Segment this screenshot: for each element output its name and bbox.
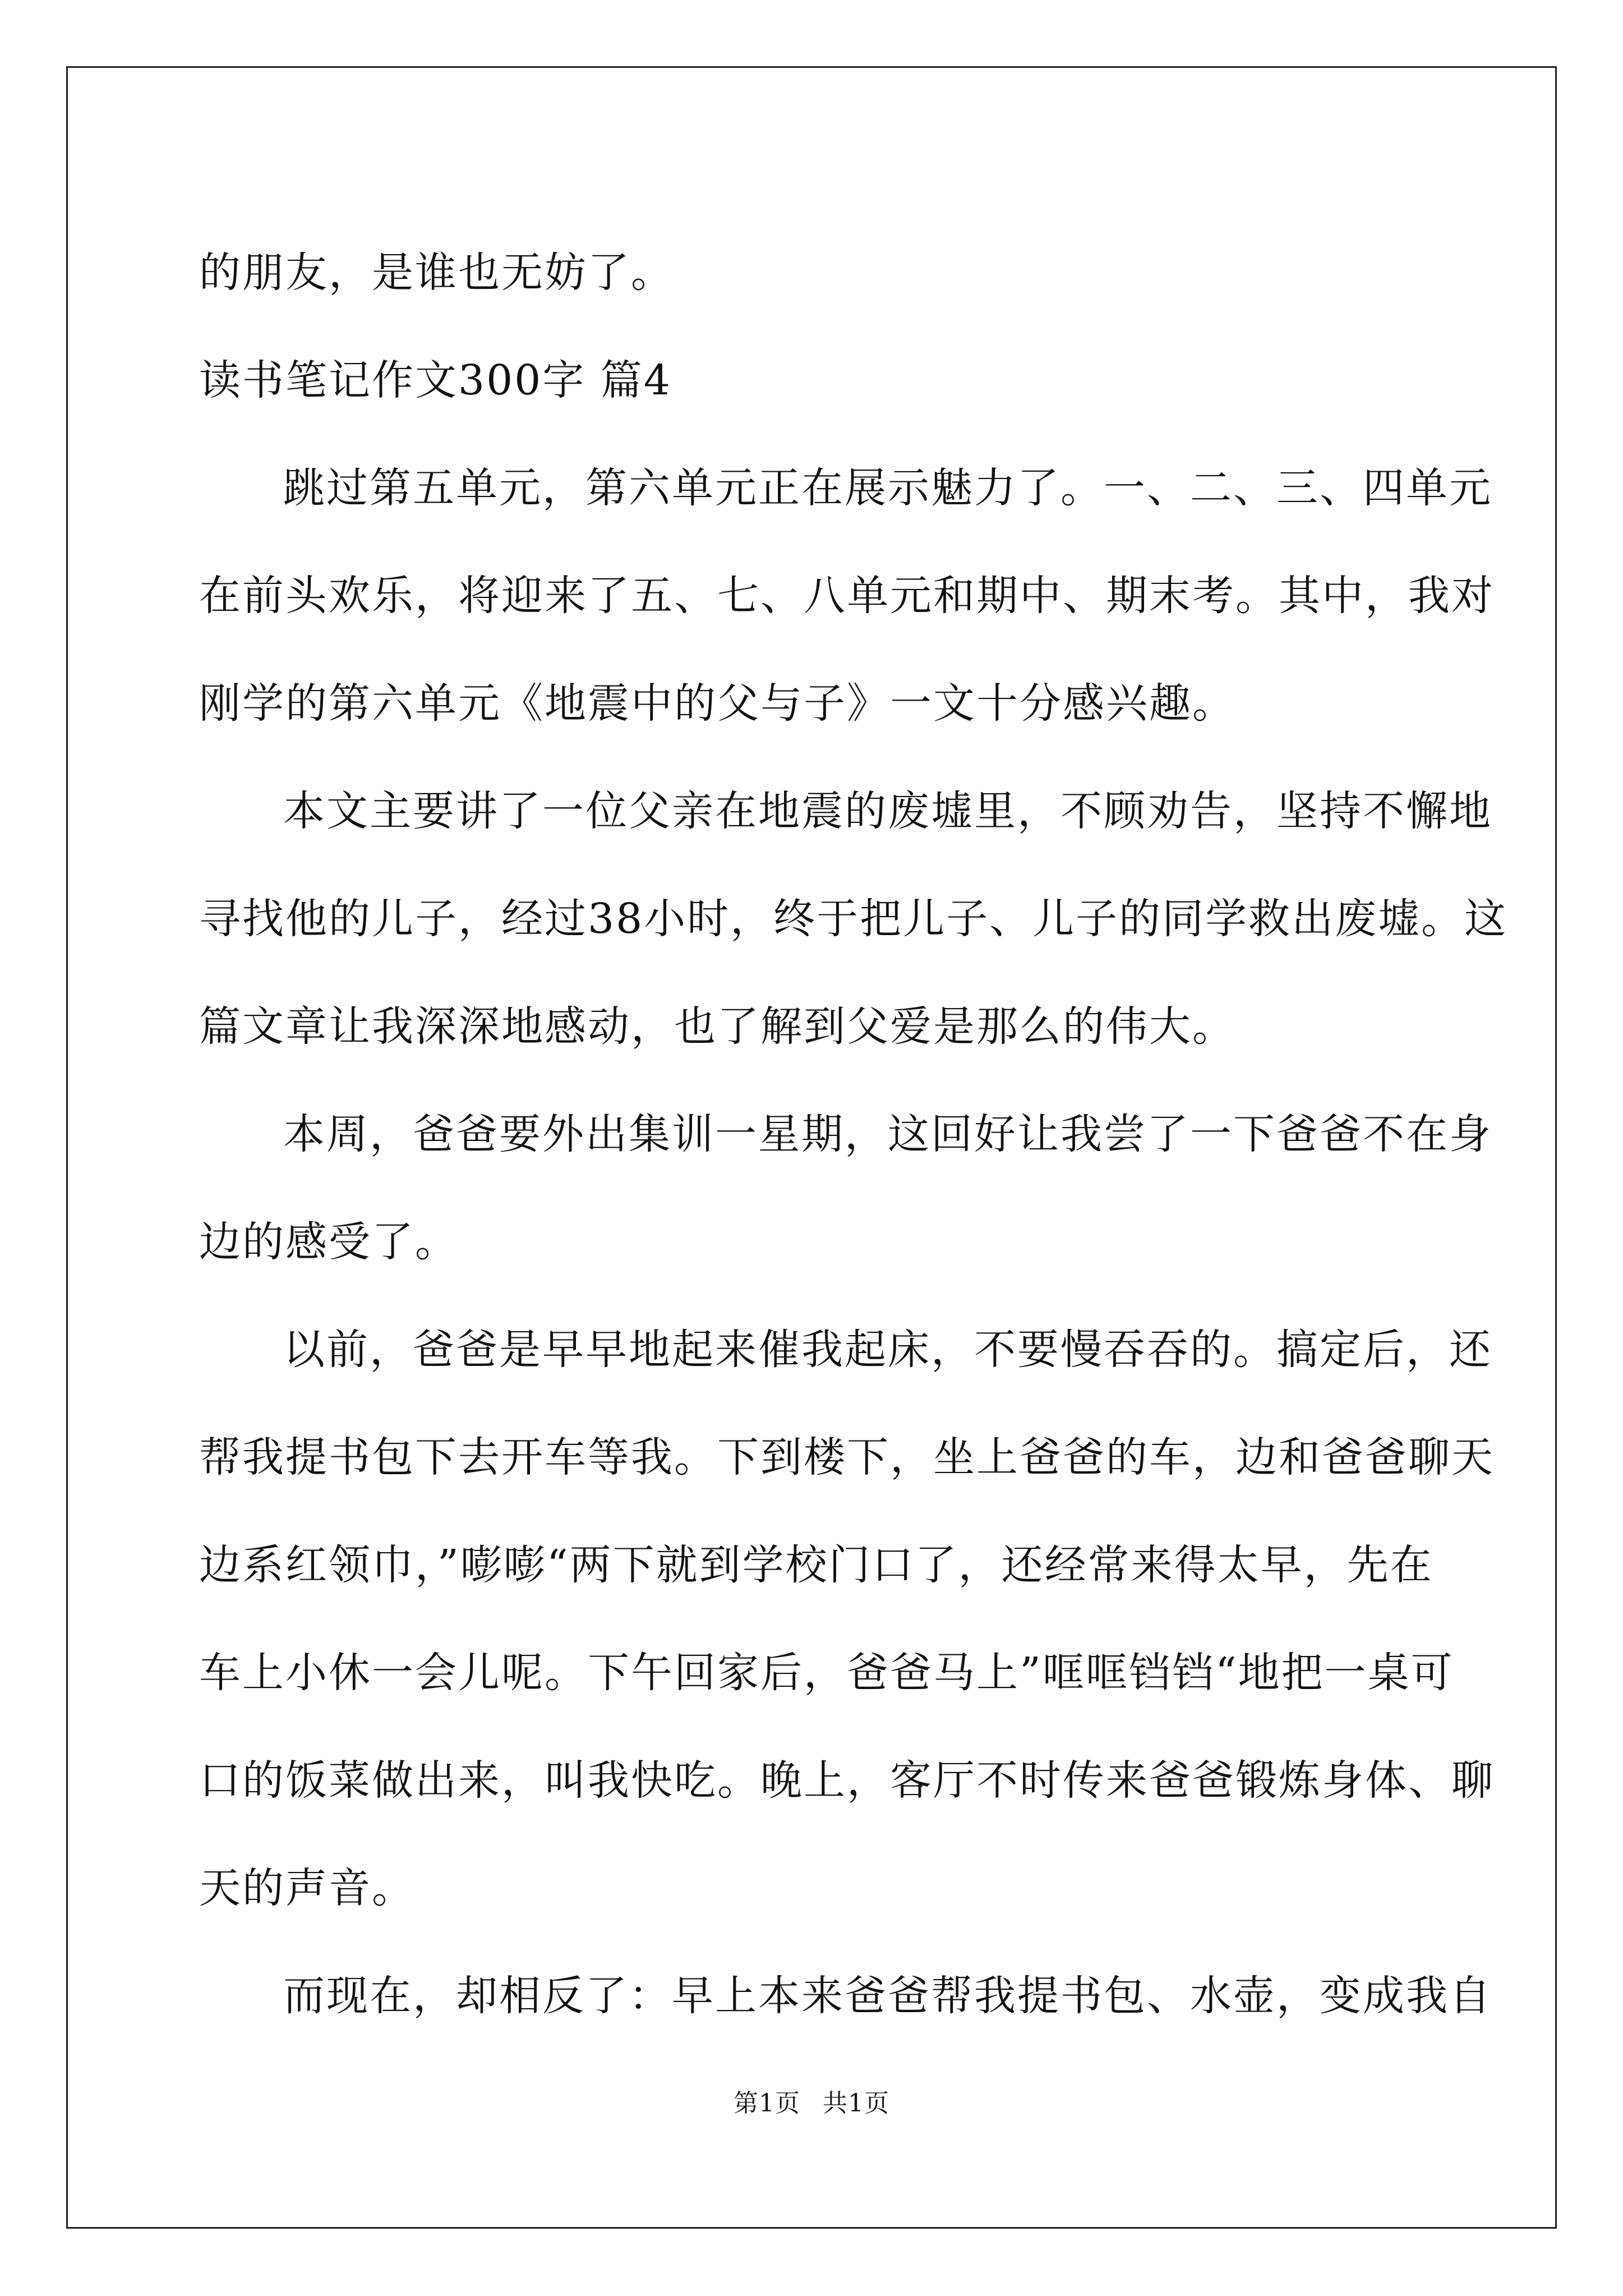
paragraph-line: 边的感受了。 bbox=[199, 1218, 458, 1266]
paragraph-line: 边系红领巾，”嘭嘭“两下就到学校门口了，还经常来得太早，先在 bbox=[199, 1541, 1433, 1589]
paragraph-line: 在前头欢乐，将迎来了五、七、八单元和期中、期末考。其中，我对 bbox=[199, 572, 1495, 620]
paragraph-line: 车上小休一会儿呢。下午回家后，爸爸马上”哐哐铛铛“地把一桌可 bbox=[199, 1649, 1454, 1697]
paragraph-line: 帮我提书包下去开车等我。下到楼下，坐上爸爸的车，边和爸爸聊天 bbox=[199, 1433, 1495, 1481]
page-number-current: 第1页 bbox=[734, 2089, 800, 2118]
paragraph-line: 跳过第五单元，第六单元正在展示魅力了。一、二、三、四单元 bbox=[283, 464, 1492, 512]
page-number-total: 共1页 bbox=[823, 2089, 889, 2118]
paragraph-line: 刚学的第六单元《地震中的父与子》一文十分感兴趣。 bbox=[199, 679, 1235, 728]
paragraph-line: 本文主要讲了一位父亲在地震的废墟里，不顾劝告，坚持不懈地 bbox=[283, 787, 1492, 835]
document-body bbox=[199, 219, 1508, 2050]
paragraph-line: 口的饭菜做出来，叫我快吃。晚上，客厅不时传来爸爸锻炼身体、聊 bbox=[199, 1756, 1495, 1805]
page-footer bbox=[0, 2087, 1623, 2120]
section-heading: 读书笔记作文300字 篇4 bbox=[199, 356, 672, 404]
paragraph-line: 而现在，却相反了：早上本来爸爸帮我提书包、水壶，变成我自 bbox=[283, 1972, 1492, 2020]
paragraph-line: 篇文章让我深深地感动，也了解到父爱是那么的伟大。 bbox=[199, 1002, 1235, 1051]
paragraph-line: 的朋友，是谁也无妨了。 bbox=[199, 249, 674, 297]
paragraph-line: 以前，爸爸是早早地起来催我起床，不要慢吞吞的。搞定后，还 bbox=[283, 1326, 1492, 1374]
paragraph-line: 天的声音。 bbox=[199, 1864, 415, 1912]
paragraph-line: 寻找他的儿子，经过38小时，终于把儿子、儿子的同学救出废墟。这 bbox=[199, 895, 1508, 943]
paragraph-line: 本周，爸爸要外出集训一星期，这回好让我尝了一下爸爸不在身 bbox=[283, 1110, 1492, 1158]
